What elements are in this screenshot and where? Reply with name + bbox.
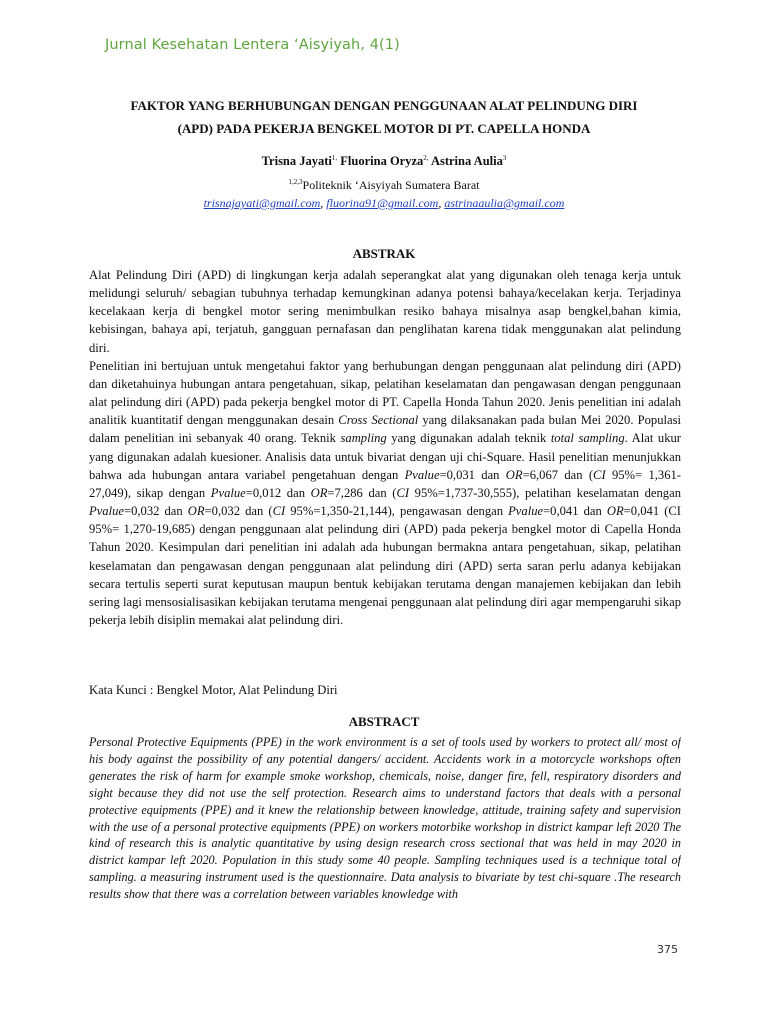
abstrak-paragraph-1: Alat Pelindung Diri (APD) di lingkungan kerja adalah seperangkat alat yang digunakan oleh tenaga kerja untuk melidungi seluruh/ sebagian tubuhnya terhadap kemungkinan adanya potensi bahaya/kecelakan kerja. Terjadinya kecelakaan kerja di bengkel motor sering menimbulkan resiko bahaya misalnya asap bengkel,bahan kimia, kebisingan, bahaya api, terjatuh, gangguan pernafasan dan penglihatan karena tidak menggunakan alat pelindung diri. — [89, 268, 681, 355]
email-list: trisnajayati@gmail.com, fluorina91@gmail.com, astrinaaulia@gmail.com — [203, 196, 565, 210]
affiliation — [80, 178, 688, 193]
author-superscript: 3 — [502, 154, 507, 162]
abstrak-heading: ABSTRAK — [352, 246, 416, 261]
journal-header: Jurnal Kesehatan Lentera ‘Aisyiyah, 4(1) — [105, 37, 400, 53]
abstrak-paragraph-2: Penelitian ini bertujuan untuk mengetahui faktor yang berhubungan dengan penggunaan alat pelindung diri (APD) dan diketahuinya hubungan antara pengetahuan, sikap, pelatihan keselamatan dan pengawasan dengan penggunaan alat pelindung diri (APD) pada pekerja bengkel motor di PT. Capella Honda Tahun 2020. Jenis penelitian ini adalah analitik kuantitatif dengan menggunakan desain Cross Sectional yang dilaksanakan pada bulan Mei 2020. Populasi dalam penelitian ini sebanyak 40 orang. Teknik sampling yang digunakan adalah teknik total sampling. Alat ukur yang digunakan adalah kuesioner. Analisis data untuk bivariat dengan uji chi-Square. Hasil penelitian menunjukkan bahwa ada hubungan antara variabel pengetahuan dengan Pvalue=0,031 dan OR=6,067 dan (CI 95%= 1,361-27,049), sikap dengan Pvalue=0,012 dan OR=7,286 dan (CI 95%=1,737-30,555), pelatihan keselamatan dengan Pvalue=0,032 dan OR=0,032 dan (CI 95%=1,350-21,144), pengawasan dengan Pvalue=0,041 dan OR=0,041 (CI 95%= 1,270-19,685) dengan penggunaan alat pelindung diri (APD) pada pekerja bengkel motor di Capella Honda Tahun 2020. Kesimpulan dari penelitian ini adalah ada hubungan bermakna antara pengetahuan, sikap, pelatihan keselamatan dan pengawasan dengan penggunaan alat pelindung diri (APD) serta saran perlu adanya kebijakan secara tertulis seperti surat keputusan maupun bentuk kebijakan terutama dengan manajemen kebijakan dan lebih sering lagi mensosialisasikan kebijakan terutama mengenai penggunaan alat pelindung diri agar mempengaruhi sikap pekerja lebih disiplin memakai alat pelindung diri. — [89, 358, 682, 627]
author-name: Trisna Jayati — [261, 154, 332, 169]
author-superscript: 2, — [423, 154, 429, 162]
author-list — [80, 154, 688, 169]
abstract-heading: ABSTRACT — [348, 714, 420, 729]
paper-title — [80, 94, 688, 140]
keywords: Kata Kunci : Bengkel Motor, Alat Pelindung Diri — [89, 683, 338, 697]
title-line-2: (APD) PADA PEKERJA BENGKEL MOTOR DI PT. CAPELLA HONDA — [177, 121, 591, 136]
author-name: Fluorina Oryza — [340, 154, 424, 169]
email-link[interactable]: trisnajayati@gmail.com — [203, 196, 321, 210]
page-number: 375 — [657, 943, 678, 956]
affiliation-superscript: 1,2,3 — [288, 178, 303, 186]
affiliation-text: Politeknik ‘Aisyiyah Sumatera Barat — [302, 178, 480, 192]
abstrak-body — [89, 266, 681, 629]
abstract-body — [89, 734, 681, 924]
title-line-1: FAKTOR YANG BERHUBUNGAN DENGAN PENGGUNAAN ALAT PELINDUNG DIRI — [130, 98, 638, 113]
author-name: Astrina Aulia — [430, 154, 503, 169]
abstract-paragraph: Personal Protective Equipments (PPE) in the work environment is a set of tools used by workers to protect all/ most of his body against the possibility of any potential dangers/ accident. Accidents work in a motorcycle workshops often generates the risk of harm for example smoke workshop, chemicals, noise, danger fire, fell, respiratory disorders and sight because they did not use the self protection. Research aims to understand factors that deals with a personal protective equipments (PPE) and it knew the relationship between knowledge, attitude, training safety and supervision with the use of a personal protective equipments (PPE) on workers motorbike workshop in district kampar left 2020 The kind of research this is analytic quantitative by using design research cross sectional that was held in may 2020 in district kampar left 2020. Population in this study some 40 people. Sampling techniques used is a technique total of sampling. a measuring instrument used is the questionnaire. Data analysis to bivariate by test chi-square .The research results show that there was a correlation between variables knowledge with — [89, 735, 681, 902]
author-superscript: 1, — [331, 154, 338, 162]
email-link[interactable]: fluorina91@gmail.com — [326, 196, 439, 210]
email-link[interactable]: astrinaaulia@gmail.com — [444, 196, 565, 210]
